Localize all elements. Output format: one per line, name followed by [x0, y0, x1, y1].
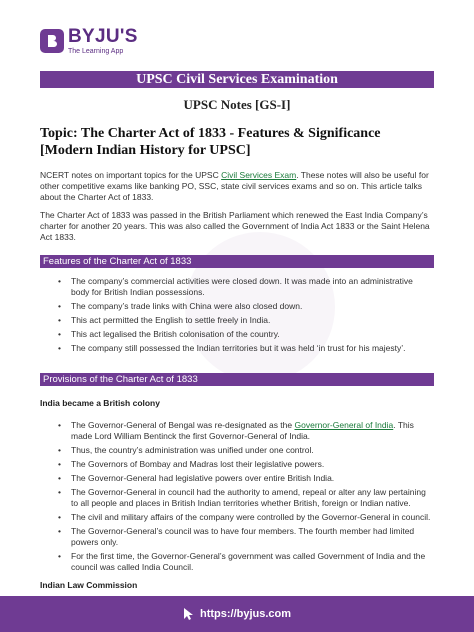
civil-services-exam-link[interactable]: Civil Services Exam — [221, 170, 297, 180]
notes-title: UPSC Notes [GS-I] — [183, 97, 291, 112]
list-item: • The company still possessed the Indian territories but it was held ‘in trust for his majesty’. — [58, 343, 406, 353]
byjus-logo[interactable] — [40, 27, 138, 55]
list-item: • For the first time, the Governor-General’s government was called Government of India and the council was called India Council. — [58, 551, 426, 572]
footer-url-link[interactable]: https://byjus.com — [199, 608, 292, 620]
provisions-heading: Provisions of the Charter Act of 1833 — [40, 373, 434, 386]
bullet-icon: • — [58, 459, 61, 469]
topic-heading: Topic: The Charter Act of 1833 - Features & Significance [Modern Indian History for UPSC] — [40, 126, 381, 158]
list-item: • This act permitted the English to settle freely in India. — [58, 315, 271, 325]
bullet-icon: • — [58, 473, 61, 483]
byjus-logo-icon — [40, 29, 64, 53]
british-colony-subheading: India became a British colony — [40, 398, 160, 408]
list-item: • Thus, the country’s administration was unified under one control. — [58, 445, 314, 455]
bullet-icon: • — [58, 445, 61, 455]
intro-paragraph: NCERT notes on important topics for the UPSC Civil Services Exam. These notes will also be useful for other competitive exams like banking PO, SSC, state civil services exams and so on. This article talks about the Charter Act of 1833. — [40, 170, 429, 202]
list-item: • The Governor-General had legislative powers over entire British India. — [58, 473, 335, 483]
provisions-list — [58, 420, 433, 573]
list-item: • The Governors of Bombay and Madras lost their legislative powers. — [58, 459, 325, 469]
bullet-icon: • — [58, 301, 61, 311]
bullet-icon: • — [58, 420, 61, 430]
indian-law-commission-subheading: Indian Law Commission — [40, 580, 138, 590]
exam-banner: UPSC Civil Services Examination — [40, 71, 434, 88]
features-list — [58, 276, 433, 354]
list-item: • This act legalised the British colonisation of the country. — [58, 329, 280, 339]
bullet-icon: • — [58, 343, 61, 353]
list-item: • The Governor-General in council had the authority to amend, repeal or alter any law pertaining to all people and places in British Indian territories whether British, foreign or Indian native. — [58, 487, 426, 508]
list-item: • The company’s trade links with China were also closed down. — [58, 301, 303, 311]
features-heading: Features of the Charter Act of 1833 — [40, 255, 434, 268]
footer-bar — [0, 596, 474, 632]
charter-paragraph: The Charter Act of 1833 was passed in the British Parliament which renewed the East India Company’s charter for another 20 years. This was also called the Government of India Act 1833 or the Saint Helena Act 1833. — [40, 210, 430, 242]
bullet-icon: • — [58, 315, 61, 325]
bullet-icon: • — [58, 329, 61, 339]
logo-name: BYJU'S — [68, 26, 138, 47]
cursor-icon — [183, 607, 195, 621]
list-item: • The company’s commercial activities were closed down. It was made into an administrative body for British Indian possessions. — [58, 276, 413, 297]
list-item: • The Governor-General of Bengal was re-designated as the Governor-General of India. This made Lord William Bentinck the first Governor-General of India. — [58, 420, 414, 441]
list-item: • The civil and military affairs of the company were controlled by the Governor-General in council. — [58, 512, 431, 522]
bullet-icon: • — [58, 276, 61, 286]
bullet-icon: • — [58, 487, 61, 497]
bullet-icon: • — [58, 512, 61, 522]
governor-general-link[interactable]: Governor-General of India — [294, 420, 394, 430]
list-item: • The Governor-General’s council was to have four members. The fourth member had limited powers only. — [58, 526, 415, 547]
bullet-icon: • — [58, 551, 61, 561]
logo-tagline: The Learning App — [68, 48, 124, 55]
bullet-icon: • — [58, 526, 61, 536]
